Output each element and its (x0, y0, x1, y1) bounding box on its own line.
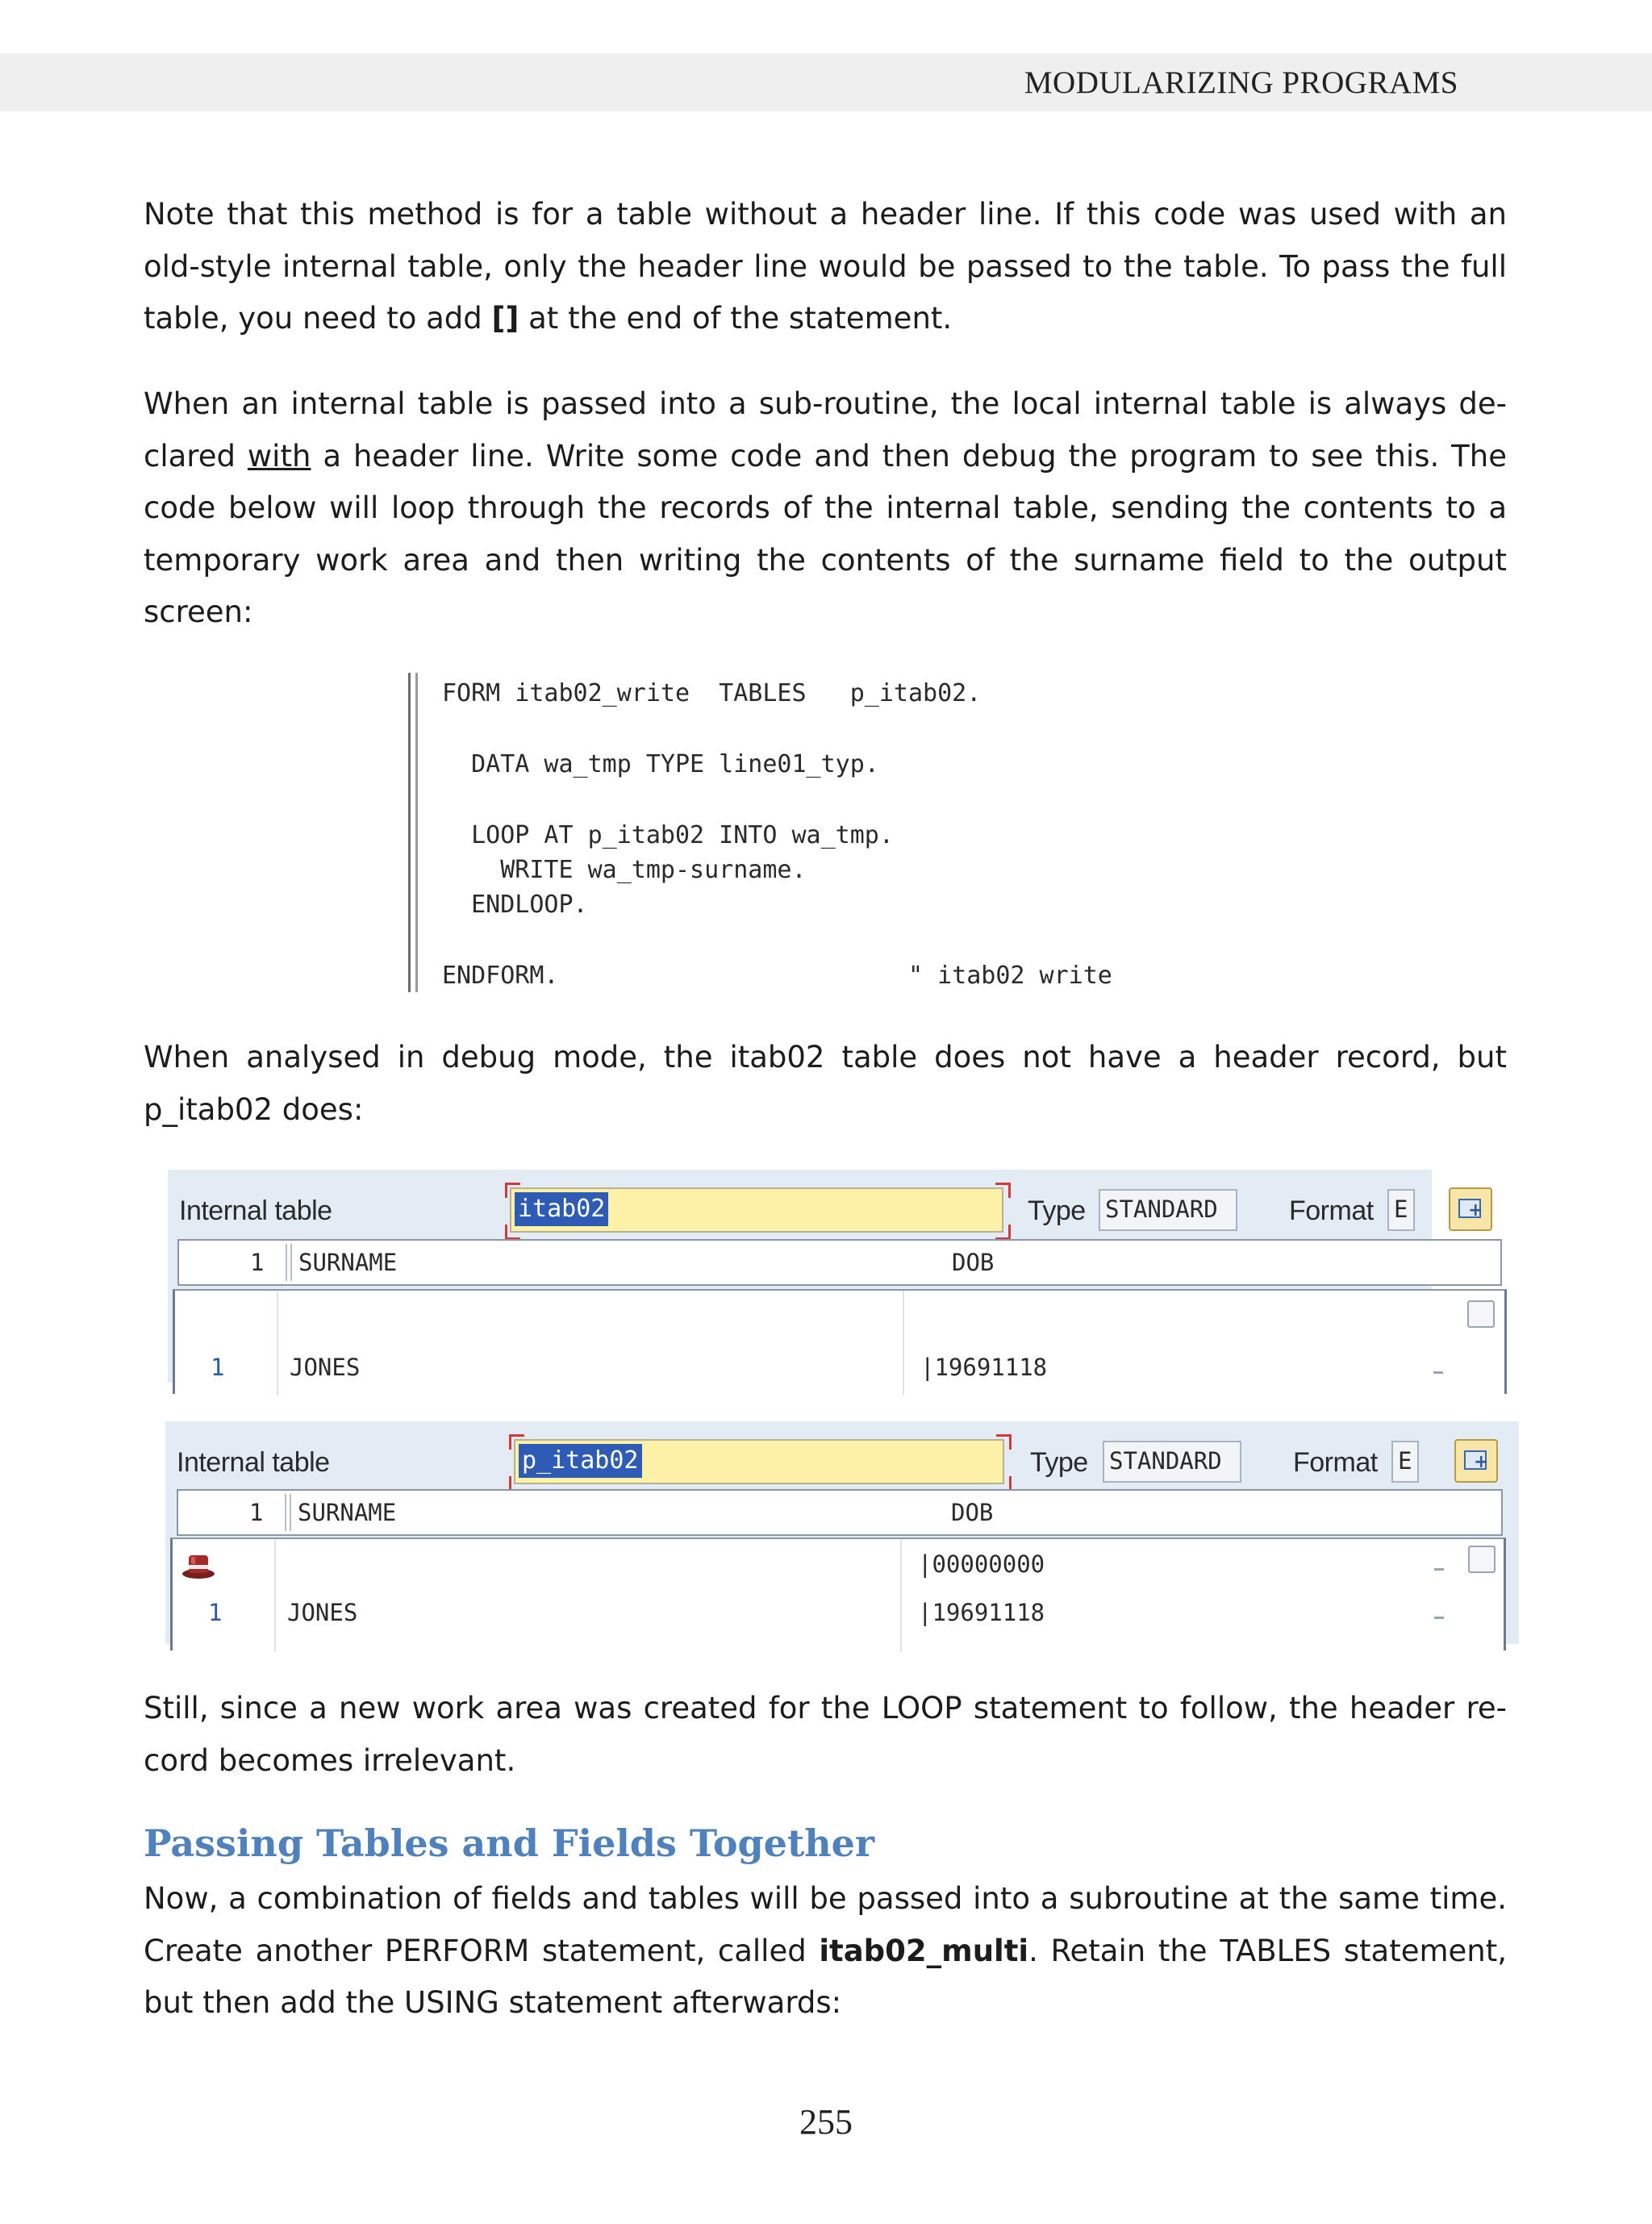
code-line: WRITE wa_tmp-surname. (442, 856, 807, 884)
format-label: Format (1289, 1195, 1374, 1226)
format-label: Format (1293, 1447, 1378, 1478)
corner-mark (505, 1225, 520, 1240)
paragraph-5-text: Now, a combination of fields and tables will be passed into a subroutine at the same time. Create another PERFORM statement, called (144, 1881, 1507, 1968)
column-divider (900, 1539, 902, 1652)
corner-mark (509, 1434, 524, 1450)
page-number: 255 (799, 2102, 853, 2142)
header-row-number: 1 (250, 1249, 265, 1276)
surname-cell[interactable]: JONES (290, 1354, 361, 1381)
column-divider (274, 1539, 276, 1652)
column-separator (290, 1494, 291, 1531)
header-dob-cell[interactable]: |00000000 (918, 1550, 1045, 1578)
debugger-panel-itab02 (168, 1170, 1483, 1383)
paragraph-5 (144, 1873, 1507, 2030)
paragraph-3: When analysed in debug mode, the itab02 table does not have a header record, but p_itab02 does: (144, 1040, 1507, 1127)
corner-mark (995, 1225, 1011, 1240)
table-name-value: p_itab02 (519, 1444, 642, 1478)
internal-table-label: Internal table (179, 1195, 332, 1226)
column-header-surname[interactable]: SURNAME (298, 1499, 397, 1526)
column-separator (286, 1244, 287, 1281)
itab02-multi-bold: itab02_multi (819, 1933, 1029, 1968)
debugger-panel-p-itab02 (165, 1421, 1519, 1644)
table-name-field[interactable] (510, 1187, 1003, 1233)
table-name-value: itab02 (515, 1192, 608, 1226)
surname-cell[interactable]: JONES (287, 1599, 358, 1626)
table-content (173, 1289, 1507, 1394)
brackets-bold: [] (491, 301, 519, 336)
column-divider (903, 1291, 904, 1396)
type-value: STANDARD (1099, 1189, 1237, 1231)
row-number: 1 (211, 1354, 225, 1381)
column-divider (277, 1291, 278, 1396)
paragraph-5-tail: . Retain the TABLES statement, but then add the USING statement afterwards: (144, 1933, 1507, 2020)
paragraph-2-tail: a header line. Write some code and then debug the program to see this. The code below will loop through the records of the internal table, sending the contents to a temporary work area and then writing the contents of the surname field to the output screen: (144, 438, 1507, 629)
column-header-dob[interactable]: DOB (951, 1499, 994, 1526)
paragraph-1-text: Note that this method is for a table without a header line. If this code was used with an old-style internal table, only the header line would be passed to the table. To pass the full table, you need to add (144, 197, 1507, 336)
paragraph-1-tail: at the end of the statement. (519, 301, 953, 336)
table-view-button[interactable] (1454, 1439, 1498, 1483)
column-separator (290, 1244, 292, 1281)
code-block (408, 673, 1215, 992)
plus-icon: + (1474, 1452, 1489, 1472)
paragraph-2-text: When an internal table is passed into a sub-routine, the local internal table is always de-clared (144, 386, 1507, 474)
corner-mark (996, 1434, 1012, 1450)
type-value: STANDARD (1103, 1441, 1241, 1483)
paragraph-1 (144, 189, 1507, 345)
paragraph-4: Still, since a new work area was created for the LOOP statement to follow, the header re-cord becomes irrelevant. (144, 1691, 1507, 1778)
code-line: DATA wa_tmp TYPE line01_typ. (442, 750, 879, 778)
header-row-number: 1 (249, 1499, 264, 1526)
row-select-checkbox[interactable] (1468, 1546, 1496, 1573)
dob-cell[interactable]: |19691118 (918, 1599, 1045, 1626)
corner-mark (505, 1183, 520, 1198)
row-indicator (1434, 1568, 1444, 1571)
dob-cell[interactable]: |19691118 (920, 1354, 1048, 1381)
column-separator (285, 1494, 286, 1531)
type-label: Type (1030, 1447, 1088, 1478)
code-line: FORM itab02_write TABLES p_itab02. (442, 679, 982, 707)
column-header-dob[interactable]: DOB (952, 1249, 995, 1276)
code-line: LOOP AT p_itab02 INTO wa_tmp. (442, 821, 894, 849)
table-content (170, 1538, 1506, 1650)
with-underlined: with (247, 438, 311, 474)
column-header-row (177, 1489, 1503, 1536)
plus-icon: + (1468, 1200, 1483, 1220)
header-line-hat-icon (181, 1549, 216, 1581)
code-margin-bar (408, 673, 418, 992)
column-header-surname[interactable]: SURNAME (298, 1249, 398, 1276)
row-indicator (1434, 1617, 1444, 1619)
internal-table-label: Internal table (177, 1447, 330, 1478)
corner-mark (995, 1183, 1011, 1198)
row-select-checkbox[interactable] (1467, 1300, 1495, 1328)
table-view-button[interactable] (1449, 1187, 1492, 1231)
code-line: ENDLOOP. (442, 891, 588, 919)
section-heading: Passing Tables and Fields Together (144, 1821, 875, 1865)
column-header-row (177, 1239, 1502, 1286)
type-label: Type (1028, 1195, 1086, 1226)
format-value: E (1391, 1441, 1419, 1483)
running-header: MODULARIZING PROGRAMS (1024, 65, 1458, 100)
table-name-field[interactable] (514, 1439, 1004, 1484)
row-number: 1 (208, 1599, 223, 1626)
row-indicator (1433, 1371, 1443, 1374)
code-line: ENDFORM. " itab02 write (442, 962, 1112, 990)
format-value: E (1387, 1189, 1415, 1231)
paragraph-2 (144, 378, 1507, 639)
